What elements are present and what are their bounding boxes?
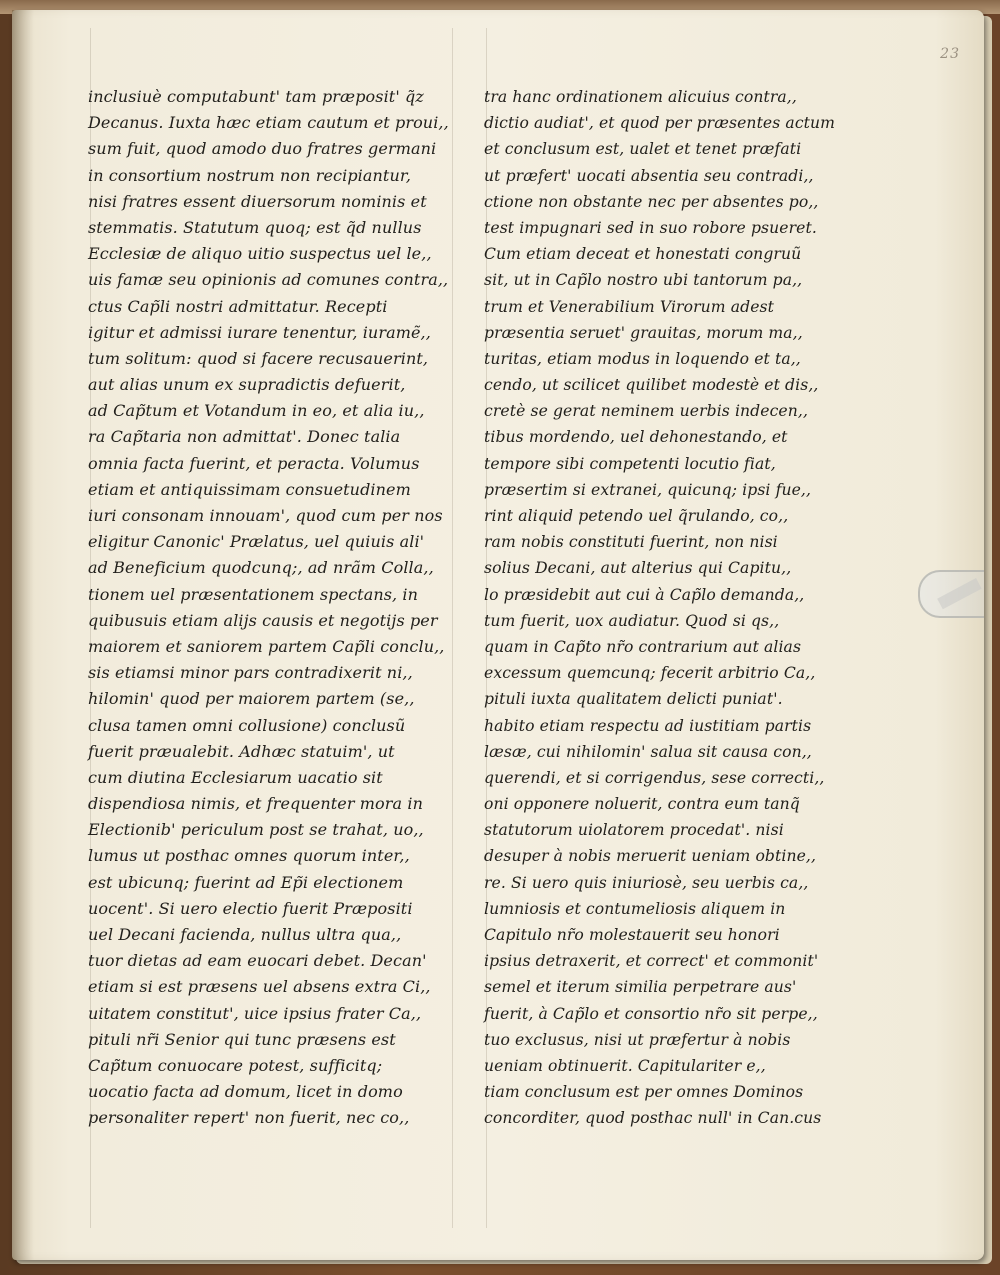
manuscript-line: igitur et admissi iurare tenentur, iuramẽ,, [88, 322, 431, 342]
manuscript-line: quam in Cap̃to nr̃o contrarium aut alias [484, 637, 802, 656]
manuscript-line: uel Decani facienda, nullus ultra qua,, [88, 925, 402, 944]
manuscript-line: præsertim si extranei, quicunq; ipsi fue,, [484, 480, 812, 499]
manuscript-line: et conclusum est, ualet et tenet præfati [484, 140, 802, 159]
manuscript-line: turitas, etiam modus in loquendo et ta,, [484, 349, 801, 368]
manuscript-line: ram nobis constituti fuerint, non nisi [484, 533, 778, 552]
manuscript-line: omnia facta fuerint, et peracta. Volumus [88, 453, 420, 473]
manuscript-line: habito etiam respectu ad iustitiam partis [484, 716, 812, 735]
folio-number: 23 [940, 46, 960, 62]
manuscript-line: dispendiosa nimis, et frequenter mora in [88, 794, 423, 814]
manuscript-line: Electionib' periculum post se trahat, uo,, [88, 820, 424, 840]
manuscript-line: fuerit præualebit. Adhæc statuim', ut [88, 741, 395, 761]
manuscript-line: ctus Cap̃li nostri admittatur. Recepti [88, 296, 388, 316]
manuscript-line: tum fuerit, uox audiatur. Quod si qs,, [484, 611, 780, 630]
manuscript-line: cum diutina Ecclesiarum uacatio sit [88, 767, 383, 787]
manuscript-line: concorditer, quod posthac null' in Can.cus [484, 1109, 822, 1128]
manuscript-line: test impugnari sed in suo robore psueret. [484, 218, 817, 237]
manuscript-line: ctione non obstante nec per absentes po,, [484, 192, 819, 211]
gutter-shadow [12, 10, 34, 1260]
manuscript-line: tibus mordendo, uel dehonestando, et [484, 428, 788, 447]
manuscript-line: hilomin' quod per maiorem partem (se,, [88, 689, 415, 709]
manuscript-line: tuo exclusus, nisi ut præfertur à nobis [484, 1030, 791, 1049]
left-text-column [88, 84, 458, 1132]
manuscript-line: lo præsidebit aut cui à Cap̃lo demanda,, [484, 585, 805, 604]
manuscript-line: Decanus. Iuxta hæc etiam cautum et proui,, [88, 113, 449, 133]
manuscript-line: ad Cap̃tum et Votandum in eo, et alia iu,, [88, 401, 425, 421]
manuscript-line: in consortium nostrum non recipiantur, [88, 165, 412, 185]
manuscript-line: nisi fratres essent diuersorum nominis et [88, 191, 427, 211]
manuscript-line: statutorum uiolatorem procedat'. nisi [484, 821, 784, 840]
manuscript-line: querendi, et si corrigendus, sese correcti,, [484, 768, 825, 787]
manuscript-line: rint aliquid petendo uel q̃rulando, co,, [484, 507, 789, 525]
manuscript-line: inclusiuè computabunt' tam præposit' q̃z [88, 87, 424, 106]
manuscript-line: Cap̃tum conuocare potest, sufficitq; [88, 1055, 383, 1075]
manuscript-line: clusa tamen omni collusione) conclusũ [88, 715, 406, 735]
manuscript-line: ipsius detraxerit, et correct' et commonit' [484, 952, 819, 971]
manuscript-line: excessum quemcunq; fecerit arbitrio Ca,, [484, 664, 816, 683]
manuscript-line: uis famæ seu opinionis ad comunes contra,, [88, 270, 449, 290]
manuscript-line: Cum etiam deceat et honestati congruũ [484, 245, 802, 264]
manuscript-line: etiam si est præsens uel absens extra Ci,, [88, 977, 431, 997]
manuscript-line: maiorem et saniorem partem Cap̃li conclu,, [88, 636, 445, 656]
manuscript-line: iuri consonam innouam', quod cum per nos [88, 506, 443, 525]
manuscript-line: tionem uel præsentationem spectans, in [88, 584, 419, 604]
manuscript-line: ut præfert' uocati absentia seu contradi,, [484, 166, 814, 185]
manuscript-line: pituli iuxta qualitatem delicti puniat'. [484, 690, 783, 709]
manuscript-line: quibusuis etiam alijs causis et negotijs per [88, 610, 438, 630]
manuscript-line: tiam conclusum est per omnes Dominos [484, 1083, 804, 1102]
manuscript-line: Capitulo nr̃o molestauerit seu honori [484, 926, 780, 944]
manuscript-line: est ubicunq; fuerint ad Ep̃i electionem [88, 872, 404, 892]
manuscript-line: tempore sibi competenti locutio fiat, [484, 454, 776, 473]
manuscript-line: uocatio facta ad domum, licet in domo [88, 1082, 403, 1102]
manuscript-line: re. Si uero quis iniuriosè, seu uerbis ca,, [484, 873, 809, 892]
manuscript-line: uocent'. Si uero electio fuerit Præpositi [88, 898, 413, 918]
manuscript-line: pituli nr̃i Senior qui tunc præsens est [88, 1029, 396, 1049]
manuscript-line: uitatem constitut', uice ipsius frater Ca,, [88, 1003, 422, 1023]
manuscript-line: sum fuit, quod amodo duo fratres germani [88, 139, 437, 159]
manuscript-line: lumus ut posthac omnes quorum inter,, [88, 846, 410, 866]
manuscript-line: Ecclesiæ de aliquo uitio suspectus uel le,, [88, 244, 432, 264]
manuscript-line: lumniosis et contumeliosis aliquem in [484, 899, 786, 918]
manuscript-line: læsæ, cui nihilomin' salua sit causa con,, [484, 742, 812, 761]
manuscript-line: ueniam obtinuerit. Capitulariter e,, [484, 1056, 766, 1075]
manuscript-line: oni opponere noluerit, contra eum tanq̃ [484, 795, 800, 814]
manuscript-line: sit, ut in Cap̃lo nostro ubi tantorum pa,, [484, 271, 803, 290]
manuscript-line: cendo, ut scilicet quilibet modestè et dis,, [484, 376, 819, 395]
right-text-column [484, 84, 856, 1132]
manuscript-line: ad Beneficium quodcunq;, ad nrãm Colla,, [88, 558, 434, 578]
manuscript-line: tuor dietas ad eam euocari debet. Decan' [88, 951, 427, 971]
manuscript-line: cretè se gerat neminem uerbis indecen,, [484, 402, 809, 421]
manuscript-line: semel et iterum similia perpetrare aus' [484, 978, 797, 997]
manuscript-line: personaliter repert' non fuerit, nec co,, [88, 1108, 410, 1128]
manuscript-line: tra hanc ordinationem alicuius contra,, [484, 88, 797, 106]
manuscript-line: sis etiamsi minor pars contradixerit ni,, [88, 663, 413, 683]
manuscript-line: fuerit, à Cap̃lo et consortio nr̃o sit perpe,, [484, 1004, 818, 1023]
manuscript-line: etiam et antiquissimam consuetudinem [88, 479, 411, 499]
manuscript-line: præsentia seruet' grauitas, morum ma,, [484, 323, 803, 342]
manuscript-line: aut alias unum ex supradictis defuerit, [88, 375, 406, 395]
manuscript-line: dictio audiat', et quod per præsentes actum [484, 114, 836, 133]
manuscript-line: eligitur Canonic' Prælatus, uel quiuis ali' [88, 532, 425, 552]
manuscript-line: stemmatis. Statutum quoq; est q̃d nullus [88, 217, 422, 237]
manuscript-line: desuper à nobis meruerit ueniam obtine,, [484, 847, 817, 866]
manuscript-line: solius Decani, aut alterius qui Capitu,, [484, 559, 792, 578]
manuscript-line: ra Cap̃taria non admittat'. Donec talia [88, 427, 401, 447]
manuscript-line: trum et Venerabilium Virorum adest [484, 297, 775, 316]
manuscript-line: tum solitum: quod si facere recusauerint, [88, 348, 429, 368]
